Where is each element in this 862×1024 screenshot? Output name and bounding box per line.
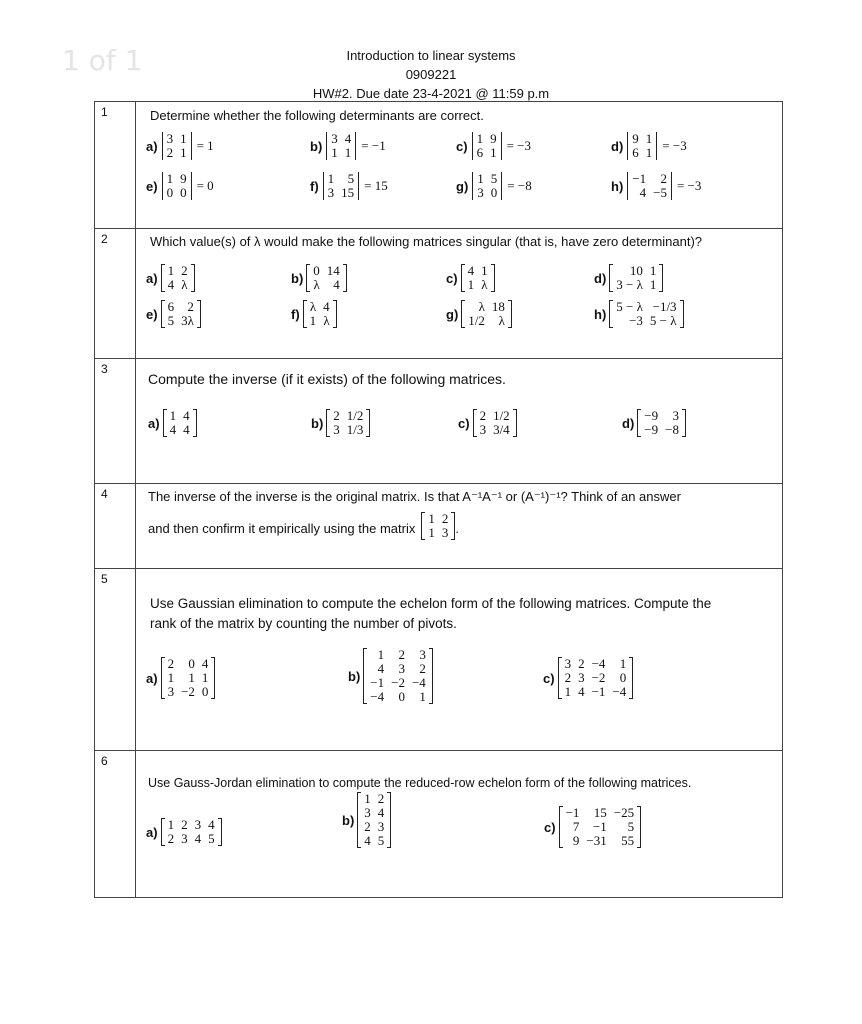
matrix-entry: 1 — [645, 131, 653, 146]
matrix-entry: 1/2 — [346, 408, 364, 423]
matrix-entry: 15 — [593, 805, 607, 820]
problem-3-item — [458, 409, 517, 437]
bracket-right — [680, 300, 684, 328]
matrix-entry: λ — [481, 277, 488, 292]
item-label: b) — [342, 812, 355, 828]
problem-number: 2 — [95, 229, 136, 359]
problem-6-text: Use Gauss-Jordan elimination to compute the reduced-row echelon form of the following matrices. — [148, 776, 692, 790]
matrix-entry: 3 — [419, 647, 426, 662]
matrix-entry: 1 — [490, 145, 497, 160]
bracket-left — [162, 172, 163, 200]
problem-1-item — [310, 132, 386, 160]
bracket-right — [191, 172, 192, 200]
matrix — [161, 657, 216, 699]
matrix-entry: 5 − λ — [649, 313, 677, 328]
matrix-entry: 9 — [180, 171, 187, 186]
matrix-entry: 3 — [578, 670, 585, 685]
matrix-entry: 1 — [649, 277, 657, 292]
bracket-left — [162, 132, 163, 160]
item-label: d) — [611, 138, 624, 154]
matrix — [163, 409, 197, 437]
matrix-entry: 2 — [578, 656, 585, 671]
item-label: b) — [291, 270, 304, 286]
matrix-entry: 3 — [441, 525, 449, 540]
bracket-right — [656, 132, 657, 160]
matrix-entry: 2 — [181, 817, 188, 832]
matrix — [363, 648, 433, 704]
matrix-entry: −2 — [181, 684, 195, 699]
matrix — [559, 806, 642, 848]
matrix-entry: 1 — [169, 408, 177, 423]
bracket-right — [513, 409, 517, 437]
problem-2-item — [291, 264, 347, 292]
matrix-entry: 1 — [201, 670, 209, 685]
problem-number: 5 — [95, 569, 136, 751]
bracket-right — [191, 264, 195, 292]
bracket-right — [343, 264, 347, 292]
problem-6 — [136, 751, 782, 897]
matrix-entry: 3 — [479, 422, 487, 437]
matrix-entry: 4 — [377, 805, 385, 820]
matrix-entry: 2 — [564, 670, 572, 685]
matrix-entry: 10 — [629, 263, 643, 278]
bracket-right — [358, 172, 359, 200]
determinant-result: = 1 — [196, 138, 214, 153]
matrix-entry: −9 — [644, 422, 659, 437]
problem-5-item — [348, 648, 433, 704]
problem-1-item — [146, 172, 214, 200]
matrix-entry: 5 — [627, 819, 635, 834]
matrix — [637, 409, 686, 437]
matrix-entry: 4 — [364, 833, 371, 848]
matrix-entry: 2 — [166, 145, 174, 160]
problem-2-item — [594, 264, 663, 292]
matrix-entry: λ — [498, 313, 505, 328]
bracket-right — [191, 132, 192, 160]
problem-1-item — [611, 172, 701, 200]
matrix — [161, 300, 201, 328]
matrix-entry: 4 — [578, 684, 585, 699]
matrix-entry: 2 — [441, 511, 449, 526]
determinant — [471, 172, 503, 200]
bracket-right — [211, 657, 215, 699]
matrix-entry: 2 — [479, 408, 487, 423]
matrix-entry: λ — [323, 313, 330, 328]
matrix-entry: 2 — [377, 791, 385, 806]
matrix-entry: 1 — [180, 131, 187, 146]
matrix-entry: 1 — [428, 525, 435, 540]
matrix-entry: λ — [478, 299, 485, 314]
problem-number: 3 — [95, 359, 136, 484]
matrix-entry: 2 — [187, 299, 194, 314]
item-label: b) — [311, 415, 324, 431]
matrix-entry: 4 — [333, 277, 340, 292]
problem-1-item — [310, 172, 388, 200]
matrix-entry: −1 — [591, 684, 606, 699]
determinant-result: = −1 — [361, 138, 386, 153]
item-label: a) — [146, 270, 158, 286]
matrix-entry: 1 — [649, 263, 657, 278]
matrix-entry: 1 — [188, 670, 195, 685]
matrix-entry: 6 — [476, 145, 484, 160]
matrix-entry: 0 — [201, 684, 209, 699]
matrix — [326, 409, 370, 437]
matrix-entry: 3 — [167, 684, 175, 699]
matrix-entry: 1 — [377, 647, 385, 662]
determinant — [325, 132, 357, 160]
matrix-entry: 4 — [167, 277, 175, 292]
matrix-entry: −25 — [613, 805, 635, 820]
bracket-right — [501, 172, 502, 200]
matrix-entry: 4 — [467, 263, 475, 278]
matrix-entry: 2 — [333, 408, 340, 423]
matrix-entry: 5 — [347, 171, 355, 186]
matrix-entry: 3 — [331, 131, 338, 146]
bracket-right — [629, 657, 633, 699]
determinant — [322, 172, 361, 200]
matrix — [357, 792, 391, 848]
matrix-entry: 4 — [183, 422, 190, 437]
matrix-entry: 1 — [477, 171, 484, 186]
matrix-entry: 9 — [572, 833, 580, 848]
matrix-entry: 1 — [481, 263, 488, 278]
item-label: b) — [348, 668, 361, 684]
problem-1-item — [456, 132, 531, 160]
matrix-entry: 1 — [467, 277, 475, 292]
matrix-entry: 0 — [490, 185, 498, 200]
matrix-entry: 4 — [194, 831, 202, 846]
problem-number: 1 — [95, 102, 136, 229]
matrix-entry: 6 — [167, 299, 175, 314]
problem-3 — [136, 359, 782, 483]
problem-2-item — [291, 300, 337, 328]
matrix-entry: 3 — [398, 661, 405, 676]
determinant-result: = −3 — [662, 138, 687, 153]
matrix-entry: 1 — [327, 171, 335, 186]
bracket-left — [627, 172, 628, 200]
matrix-entry: 0 — [188, 656, 195, 671]
matrix-entry: 3 — [166, 131, 174, 146]
matrix-entry: 4 — [183, 408, 190, 423]
bracket-right — [218, 818, 222, 846]
matrix-entry: 2 — [660, 171, 667, 186]
problem-4 — [136, 484, 782, 568]
matrix — [473, 409, 517, 437]
matrix-entry: 1 — [166, 171, 174, 186]
item-label: a) — [146, 670, 158, 686]
problem-1-item — [146, 132, 214, 160]
matrix-entry: 4 — [201, 656, 209, 671]
matrix — [306, 264, 347, 292]
matrix-entry: 2 — [167, 831, 175, 846]
matrix — [609, 300, 683, 328]
matrix-entry: −3 — [629, 313, 643, 328]
matrix-entry: 3 — [477, 185, 484, 200]
matrix-entry: 4 — [344, 131, 352, 146]
matrix-entry: 3 — [672, 408, 679, 423]
determinant-result: = −3 — [506, 138, 531, 153]
bracket-right — [508, 300, 512, 328]
problem-6-item — [146, 818, 222, 846]
matrix-entry: 15 — [341, 185, 355, 200]
bracket-right — [193, 409, 197, 437]
problem-2-item — [446, 300, 512, 328]
matrix-entry: 0 — [313, 263, 320, 278]
matrix-entry: 1 — [476, 131, 484, 146]
problem-5-item — [543, 657, 633, 699]
matrix-entry: 0 — [398, 689, 405, 704]
item-label: c) — [456, 138, 468, 154]
item-label: a) — [146, 138, 158, 154]
item-label: c) — [458, 415, 470, 431]
matrix-entry: −1 — [370, 675, 385, 690]
bracket-right — [682, 409, 686, 437]
matrix-entry: 4 — [377, 661, 385, 676]
matrix-entry: 1 — [564, 684, 572, 699]
bracket-left — [472, 132, 473, 160]
matrix-entry: 1 — [331, 145, 338, 160]
matrix-entry: 5 — [377, 833, 385, 848]
item-label: g) — [446, 306, 459, 322]
bracket-right — [491, 264, 495, 292]
matrix — [303, 300, 337, 328]
problem-3-item — [622, 409, 686, 437]
problem-2-item — [446, 264, 495, 292]
matrix-entry: 3 — [377, 819, 385, 834]
problem-1-item — [611, 132, 687, 160]
problem-4-text-line2: and then confirm it empirically using the matrix — [148, 520, 416, 536]
problem-3-item — [311, 409, 370, 437]
determinant — [626, 172, 673, 200]
bracket-right — [355, 132, 356, 160]
bracket-right — [333, 300, 337, 328]
item-label: e) — [146, 306, 158, 322]
matrix-entry: −4 — [411, 675, 426, 690]
problem-number: 6 — [95, 751, 136, 898]
matrix-entry: 5 — [208, 831, 215, 846]
item-label: f) — [310, 178, 319, 194]
course-title: Introduction to linear systems — [346, 48, 516, 63]
page-counter: 1 of 1 — [62, 44, 143, 77]
matrix-entry: −1 — [592, 819, 607, 834]
matrix-entry: −5 — [653, 185, 667, 200]
homework-due-date: HW#2. Due date 23-4-2021 @ 11:59 p.m — [312, 86, 550, 101]
item-label: h) — [594, 306, 607, 322]
determinant — [161, 132, 193, 160]
matrix-entry: −4 — [612, 684, 627, 699]
item-label: c) — [544, 819, 556, 835]
bracket-left — [323, 172, 324, 200]
matrix-entry: λ — [309, 299, 317, 314]
determinant — [471, 132, 503, 160]
problem-3-item — [148, 409, 197, 437]
matrix-entry: 2 — [398, 647, 405, 662]
matrix-entry: 0 — [619, 670, 627, 685]
matrix-entry: 1 — [167, 670, 175, 685]
matrix — [161, 264, 195, 292]
matrix-entry: 14 — [326, 263, 340, 278]
matrix-entry: 1 — [645, 145, 653, 160]
course-code: 0909221 — [405, 67, 457, 82]
problem-2-item — [146, 300, 201, 328]
matrix-entry: 2 — [419, 661, 426, 676]
matrix-entry: 5 — [167, 313, 175, 328]
determinant-result: = −8 — [507, 178, 532, 193]
matrix-entry: 1 — [180, 145, 187, 160]
bracket-right — [501, 132, 502, 160]
item-label: c) — [543, 670, 555, 686]
matrix-entry: 1 — [428, 511, 435, 526]
bracket-right — [671, 172, 672, 200]
matrix-entry: 1 — [344, 145, 352, 160]
problem-4-end: . — [455, 520, 459, 536]
matrix-entry: −1 — [632, 171, 647, 186]
matrix-entry: λ — [313, 277, 320, 292]
matrix-entry: −31 — [586, 833, 607, 848]
bracket-left — [326, 132, 327, 160]
matrix-entry: 6 — [632, 145, 639, 160]
problem-2-item — [146, 264, 195, 292]
matrix-entry: −9 — [644, 408, 659, 423]
matrix-entry: 2 — [167, 656, 175, 671]
item-label: b) — [310, 138, 323, 154]
matrix-entry: −2 — [391, 675, 405, 690]
matrix-entry: 1 — [167, 263, 175, 278]
problem-5-text-line1: Use Gaussian elimination to compute the echelon form of the following matrices. Compute the — [150, 596, 712, 611]
matrix-entry: −8 — [665, 422, 679, 437]
determinant-result: = −3 — [676, 178, 702, 193]
problem-1-item — [456, 172, 532, 200]
problem-3-text: Compute the inverse (if it exists) of the following matrices. — [148, 371, 506, 387]
matrix-entry: 3/4 — [493, 422, 510, 437]
matrix-entry: 1 — [619, 656, 627, 671]
bracket-right — [659, 264, 663, 292]
item-label: f) — [291, 306, 300, 322]
matrix-entry: 1 — [364, 791, 371, 806]
matrix-entry: 18 — [491, 299, 505, 314]
item-label: e) — [146, 178, 158, 194]
matrix-entry: −4 — [370, 689, 385, 704]
matrix-entry: 2 — [181, 263, 188, 278]
matrix-entry: 4 — [208, 817, 215, 832]
matrix-entry: 3 − λ — [616, 277, 643, 292]
bracket-right — [366, 409, 370, 437]
matrix-entry: 3 — [364, 805, 371, 820]
matrix-entry: 1 — [167, 817, 175, 832]
problem-1-text: Determine whether the following determinants are correct. — [150, 108, 484, 123]
matrix — [461, 264, 495, 292]
problem-2-text: Which value(s) of λ would make the following matrices singular (that is, have zero determinant)? — [150, 234, 703, 249]
determinant — [626, 132, 658, 160]
problem-4-text-line1: The inverse of the inverse is the original matrix. Is that A⁻¹A⁻¹ or (A⁻¹)⁻¹? Think of an answer — [148, 489, 681, 504]
item-label: d) — [594, 270, 607, 286]
matrix-entry: 3 — [564, 656, 572, 671]
matrix-entry: 2 — [364, 819, 371, 834]
matrix-entry: −1/3 — [652, 299, 677, 314]
bracket-right — [197, 300, 201, 328]
matrix-entry: 4 — [169, 422, 177, 437]
determinant-result: = 15 — [364, 178, 388, 193]
matrix-entry: 4 — [639, 185, 647, 200]
matrix-entry: 5 − λ — [616, 299, 643, 314]
matrix-entry: −2 — [591, 670, 606, 685]
matrix-entry: 1 — [419, 689, 426, 704]
matrix-entry: 1/3 — [346, 422, 364, 437]
item-label: g) — [456, 178, 469, 194]
problem-5-item — [146, 657, 215, 699]
matrix-entry: 1/2 — [468, 313, 485, 328]
matrix-entry: λ — [181, 277, 188, 292]
bracket-left — [627, 132, 628, 160]
determinant-result: = 0 — [196, 178, 214, 193]
item-label: d) — [622, 415, 635, 431]
matrix — [421, 512, 455, 540]
problem-1 — [136, 102, 782, 228]
matrix-entry: 5 — [490, 171, 498, 186]
homework-table — [94, 101, 783, 898]
problem-6-item — [544, 806, 641, 848]
problem-5 — [136, 569, 782, 750]
matrix — [558, 657, 634, 699]
matrix — [461, 300, 512, 328]
item-label: a) — [146, 824, 158, 840]
matrix — [161, 818, 222, 846]
matrix-entry: −4 — [591, 656, 606, 671]
matrix-entry: 3 — [181, 831, 188, 846]
problem-2 — [136, 229, 782, 358]
matrix-entry: 3 — [333, 422, 340, 437]
matrix-entry: 3 — [194, 817, 202, 832]
problem-6-item — [342, 792, 391, 848]
bracket-left — [472, 172, 473, 200]
matrix-entry: −1 — [565, 805, 580, 820]
item-label: h) — [611, 178, 624, 194]
bracket-right — [387, 792, 391, 848]
problem-number: 4 — [95, 484, 136, 569]
matrix-entry: 3 — [327, 185, 335, 200]
matrix-entry: 0 — [180, 185, 187, 200]
problem-2-item — [594, 300, 684, 328]
matrix-entry: 0 — [166, 185, 174, 200]
matrix-entry: 55 — [621, 833, 635, 848]
matrix-entry: 4 — [323, 299, 330, 314]
matrix-entry: 1/2 — [493, 408, 510, 423]
matrix-entry: 7 — [572, 819, 580, 834]
matrix-entry: 9 — [490, 131, 497, 146]
matrix-entry: 3λ — [181, 313, 194, 328]
bracket-right — [429, 648, 433, 704]
problem-5-text-line2: rank of the matrix by counting the number of pivots. — [150, 616, 457, 631]
matrix-entry: 9 — [632, 131, 639, 146]
determinant — [161, 172, 193, 200]
item-label: c) — [446, 270, 458, 286]
matrix — [609, 264, 663, 292]
bracket-right — [637, 806, 641, 848]
item-label: a) — [148, 415, 160, 431]
matrix-entry: 1 — [309, 313, 317, 328]
